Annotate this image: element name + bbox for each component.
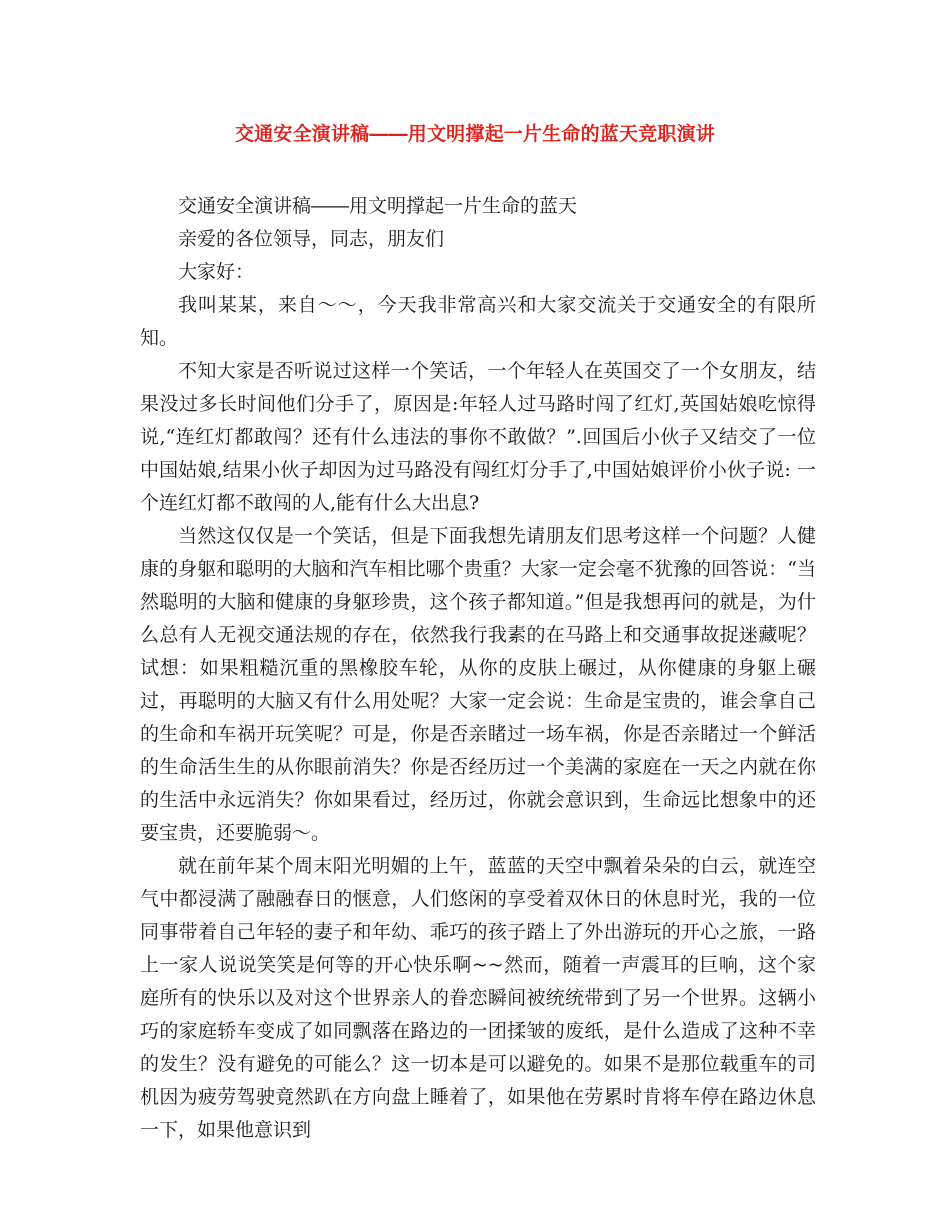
paragraph-introduction: 我叫某某，来自～～，今天我非常高兴和大家交流关于交通安全的有限所知。 — [140, 294, 816, 349]
paragraph-story: 就在前年某个周末阳光明媚的上午，蓝蓝的天空中飘着朵朵的白云，就连空气中都浸满了融融春日的惬意，人们悠闲的享受着双休日的休息时光，我的一位同事带着自己年轻的妻子和年幼、乖巧的孩子踏上了外出游玩的开心之旅，一路上一家人说说笑笑是何等的开心快乐啊~~然而，随着一声震耳的巨响，这个家庭所有的快乐以及对这个世界亲人的眷恋瞬间被统统带到了另一个世界。这辆小巧的家庭轿车变成了如同飘落在路边的一团揉皱的废纸，是什么造成了这种不幸的发生？没有避免的可能么？这一切本是可以避免的。如果不是那位载重车的司机因为疲劳驾驶竟然趴在方向盘上睡着了，如果他在劳累时肯将车停在路边休息一下，如果他意识到 — [140, 855, 816, 1141]
paragraph-joke: 不知大家是否听说过这样一个笑话，一个年轻人在英国交了一个女朋友，结果没过多长时间他们分手了，原因是:年轻人过马路时闯了红灯,英国姑娘吃惊得说,“连红灯都敢闯？还有什么违法的事你不敢做？”.回国后小伙子又结交了一位中国姑娘,结果小伙子却因为过马路没有闯红灯分手了,中国姑娘评价小伙子说: 一个连红灯都不敢闯的人,能有什么大出息? — [140, 360, 816, 514]
paragraph-subtitle: 交通安全演讲稿――用文明撑起一片生命的蓝天 — [178, 195, 578, 217]
document-title: 交通安全演讲稿――用文明撑起一片生命的蓝天竞职演讲 — [234, 123, 715, 145]
paragraph-question: 当然这仅仅是一个笑话，但是下面我想先请朋友们思考这样一个问题？人健康的身躯和聪明的大脑和汽车相比哪个贵重？大家一定会毫不犹豫的回答说：“当然聪明的大脑和健康的身躯珍贵，这个孩子都知道。”但是我想再问的就是，为什么总有人无视交通法规的存在，依然我行我素的在马路上和交通事故捉迷藏呢？试想：如果粗糙沉重的黑橡胶车轮，从你的皮肤上碾过，从你健康的身躯上碾过，再聪明的大脑又有什么用处呢？大家一定会说：生命是宝贵的，谁会拿自己的生命和车祸开玩笑呢？可是，你是否亲睹过一场车祸，你是否亲睹过一个鲜活的生命活生生的从你眼前消失？你是否经历过一个美满的家庭在一天之内就在你的生活中永远消失？你如果看过，经历过，你就会意识到，生命远比想象中的还要宝贵，还要脆弱～。 — [140, 525, 816, 844]
document-body — [140, 190, 816, 1147]
paragraph-greeting-audience: 亲爱的各位领导，同志，朋友们 — [178, 228, 445, 250]
paragraph-greeting: 大家好： — [178, 261, 255, 283]
